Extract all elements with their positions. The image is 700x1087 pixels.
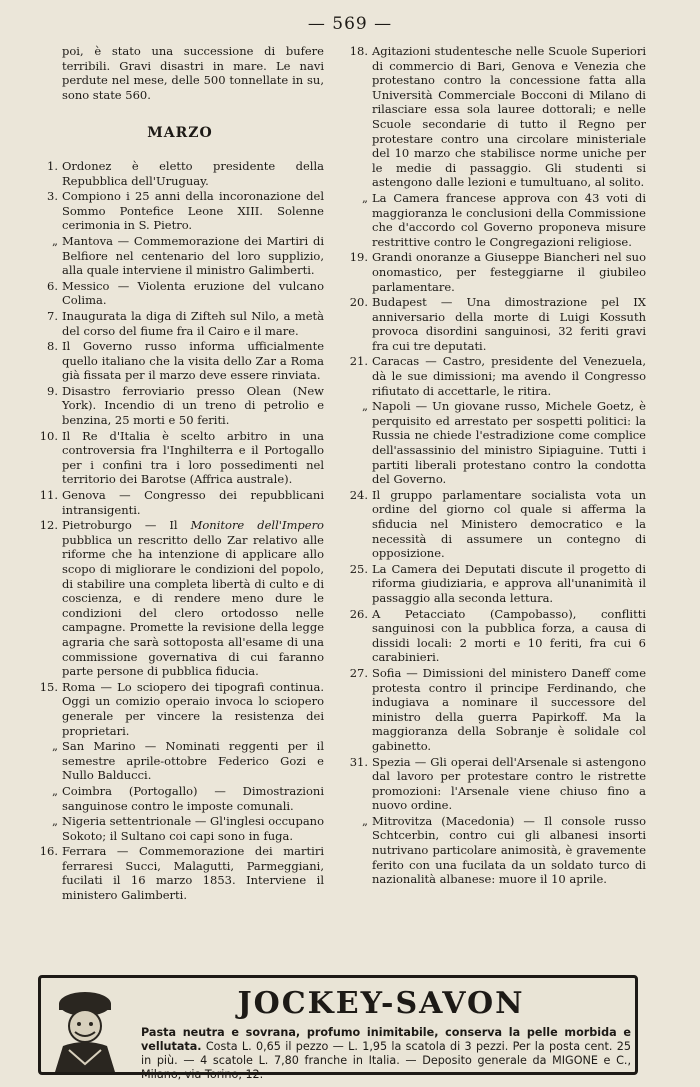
entry-date: 9. (47, 383, 58, 398)
entry-date: 3. (47, 189, 58, 204)
right-column (346, 44, 646, 888)
entry-text: Sofia — Dimissioni del ministero Daneff come protesta contro il principe Ferdinando, che indugiava a nominare il successore del ministro della guerra Papirkoff. Ma la maggioranza della Sobranje è solidale col gabinetto. (372, 665, 646, 753)
entry-date: 21. (349, 354, 368, 369)
entry-date: 8. (47, 339, 58, 354)
entry-text: Roma — Lo sciopero dei tipografi continua. Oggi un comizio operaio invoca lo sciopero generale per vincere la resistenza dei proprietari. (62, 679, 324, 738)
entry-date: „ (52, 814, 58, 829)
entry-text-part: Pietroburgo — Il (62, 518, 191, 533)
chronology-entry (36, 739, 324, 783)
chronology-entry (346, 44, 646, 190)
entry-text: A Petacciato (Campobasso), conflitti sanguinosi con la pubblica forza, a causa di dissidi locali: 2 morti e 10 feriti, fra cui 6 carabinieri. (372, 606, 646, 665)
entry-text: Ordonez è eletto presidente della Repubblica dell'Uruguay. (62, 158, 324, 188)
chronology-entry (346, 607, 646, 665)
entry-text: Coimbra (Portogallo) — Dimostrazioni sanguinose contro le imposte comunali. (62, 783, 324, 813)
chronology-entry (36, 429, 324, 487)
entry-text: Caracas — Castro, presidente del Venezuela, dà le sue dimissioni; ma avendo il Congresso rifiutato di accettarle, le ritira. (372, 354, 646, 398)
entry-text: Disastro ferroviario presso Olean (New York). Incendio di un treno di petrolio e benzina, 25 morti e 50 feriti. (62, 383, 324, 428)
entry-date: 6. (47, 278, 58, 293)
entry-italic-title: Monitore dell'Impero (190, 518, 324, 533)
entry-date: 19. (349, 250, 368, 265)
entry-date: „ (52, 739, 58, 754)
entry-date: 7. (47, 308, 58, 323)
chronology-entry (346, 755, 646, 813)
entry-date: 15. (39, 679, 58, 694)
entry-date: 20. (349, 295, 368, 310)
right-entry-list (346, 44, 646, 887)
chronology-entry (36, 309, 324, 338)
advertisement-details: Costa L. 0,65 il pezzo — L. 1,95 la scatola di 3 pezzi. Per la posta cent. 25 in più. — 4 scatole L. 7,80 franche in Italia. — Deposito generale da MIGONE e C., Milano, via Torino, 12. (141, 1040, 631, 1081)
intro-paragraph: poi, è stato una successione di bufere terribili. Gravi disastri in mare. Le navi perdute nel mese, delle 500 tonnellate in su, sono state 560. (62, 44, 324, 102)
entry-date: „ (52, 233, 58, 248)
entry-date: 27. (349, 665, 368, 680)
entry-text: Nigeria settentrionale — Gl'inglesi occupano Sokoto; il Sultano coi capi sono in fuga. (62, 814, 324, 843)
chronology-entry (36, 159, 324, 188)
entry-text: Il Re d'Italia è scelto arbitro in una controversia fra l'Inghilterra e il Portogallo per i confini tra i loro possedimenti nel territorio dei Barotse (Affrica australe). (62, 428, 324, 487)
entry-date: 1. (47, 158, 58, 173)
entry-date: „ (362, 190, 368, 205)
entry-text: Il gruppo parlamentare socialista vota un ordine del giorno col quale si afferma la sfiducia nel Ministero democratico e la necessità di assumere un contegno di opposizione. (372, 487, 646, 561)
chronology-entry (346, 191, 646, 249)
chronology-entry (346, 814, 646, 887)
left-entry-list (36, 159, 324, 903)
entry-date: 12. (39, 518, 58, 533)
chronology-entry (346, 666, 646, 754)
entry-date: 24. (349, 487, 368, 502)
entry-text: Inaugurata la diga di Zifteh sul Nilo, a metà del corso del fiume fra il Cairo e il mare. (62, 308, 324, 338)
entry-date: 16. (39, 844, 58, 859)
entry-text: La Camera dei Deputati discute il progetto di riforma giudiziaria, e approva all'unanimità il passaggio alla seconda lettura. (372, 561, 646, 605)
entry-text: Spezia — Gli operai dell'Arsenale si astengono dal lavoro per protestare contro le ristrette promozioni: l'Arsenale viene chiuso fino a nuovo ordine. (372, 754, 646, 813)
entry-date: 11. (39, 488, 58, 503)
entry-date: „ (52, 783, 58, 798)
entry-text: Napoli — Un giovane russo, Michele Goetz, è perquisito ed arrestato per sospetti politici: la Russia ne chiede l'estradizione come complice dell'assassinio del ministro Sipiaguine. Tutti i partiti liberali protestano contro la condotta del Governo. (372, 399, 646, 487)
chronology-entry (36, 384, 324, 428)
advertisement-box (38, 975, 638, 1081)
chronology-entry (36, 189, 324, 233)
entry-text: Mantova — Commemorazione dei Martiri di Belfiore nel centenario del loro supplizio, alla quale interviene il ministro Galimberti. (62, 233, 324, 278)
entry-date: „ (362, 813, 368, 828)
entry-text: Genova — Congresso dei repubblicani intransigenti. (62, 488, 324, 517)
entry-date: 25. (349, 561, 368, 576)
entry-text: Compiono i 25 anni della incoronazione del Sommo Pontefice Leone XIII. Solenne cerimonia in S. Pietro. (62, 189, 324, 233)
entry-text: La Camera francese approva con 43 voti di maggioranza le conclusioni della Commissione che d'accordo col Governo proponeva misure restrittive contro le Congregazioni religiose. (372, 190, 646, 249)
entry-date: 18. (349, 44, 368, 58)
entry-date: 31. (349, 754, 368, 769)
entry-text: Messico — Violenta eruzione del vulcano Colima. (62, 278, 324, 308)
chronology-entry (36, 339, 324, 383)
chronology-entry (36, 680, 324, 738)
chronology-entry (36, 234, 324, 278)
chronology-entry (346, 250, 646, 294)
entry-text: Agitazioni studentesche nelle Scuole Superiori di commercio di Bari, Genova e Venezia che protestano contro la concessione fatta alla Università Commerciale Bocconi di Milano di rilasciare essa sola lauree dottorali; e nelle Scuole secondarie di tutto il Regno per protestare contro una circolare ministeriale del 10 marzo che stabilisce norme uniche per le medie di passaggio. Gli studenti si astengono dalle lezioni e tumultuano, al solito. (372, 44, 646, 190)
chronology-entry (346, 399, 646, 487)
chronology-entry (346, 562, 646, 606)
chronology-entry (36, 844, 324, 902)
jockey-portrait-icon (45, 984, 125, 1072)
advertisement-title: JOCKEY-SAVON (237, 986, 525, 1021)
entry-date: 10. (39, 428, 58, 443)
left-column (36, 44, 324, 904)
chronology-entry (36, 488, 324, 517)
advertisement-bold-line: Pasta neutra e sovrana, profumo inimitabile, conserva la pelle morbida e vellutata. (141, 1026, 631, 1053)
entry-date: „ (362, 399, 368, 414)
advertisement-text (141, 1026, 631, 1082)
chronology-entry (36, 279, 324, 308)
chronology-entry (346, 488, 646, 561)
entry-text: Il Governo russo informa ufficialmente quello italiano che la visita dello Zar a Roma già fissata per il marzo deve essere rinviata. (62, 339, 324, 383)
entry-text: San Marino — Nominati reggenti per il semestre aprile-ottobre Federico Gozi e Nullo Balducci. (62, 739, 324, 783)
chronology-entry (36, 814, 324, 843)
entry-text (62, 518, 324, 679)
page-number: — 569 — (307, 14, 393, 34)
chronology-entry (346, 354, 646, 398)
month-heading: MARZO (147, 125, 213, 142)
entry-text: Mitrovitza (Macedonia) — Il console russo Schtcerbin, contro cui gli albanesi insorti nutrivano particolare animosità, è gravemente ferito con una fucilata da un soldato turco di nazionalità albanese: muore il 10 aprile. (372, 813, 646, 887)
chronology-entry (36, 518, 324, 679)
chronology-entry (36, 784, 324, 813)
entry-text: Grandi onoranze a Giuseppe Biancheri nel suo onomastico, per festeggiarne il giubileo parlamentare. (372, 250, 646, 294)
entry-text: Budapest — Una dimostrazione pel IX anniversario della morte di Luigi Kossuth provoca disordini sanguinosi, 32 feriti gravi fra cui tre deputati. (372, 295, 646, 353)
entry-text-part: pubblica un rescritto dello Zar relativo alle riforme che ha intenzione di applicare allo scopo di migliorare le condizioni del popolo, di stabilire una completa libertà di culto e di coscienza, e di rendere meno dure le condizioni del clero ortodosso nelle campagne. Promette la revisione della legge agraria che sarà sottoposta all'esame di una commissione governativa di cui faranno parte persone di pubblica fiducia. (62, 532, 324, 679)
chronology-entry (346, 295, 646, 353)
entry-date: 26. (349, 606, 368, 621)
entry-text: Ferrara — Commemorazione dei martiri ferraresi Succi, Malagutti, Parmeggiani, fucilati il 16 marzo 1853. Interviene il ministero Galimberti. (62, 844, 324, 903)
